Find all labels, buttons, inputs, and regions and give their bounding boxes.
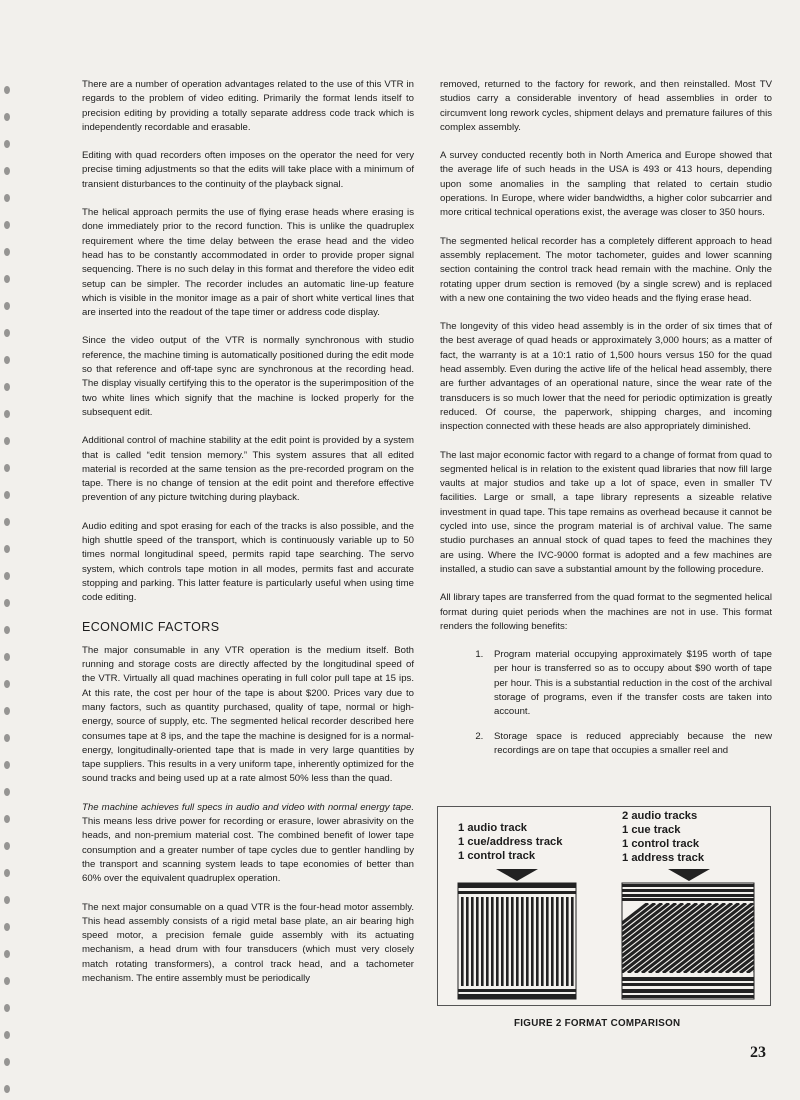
- video-track-stripe: [476, 897, 479, 986]
- binder-hole: [4, 464, 10, 472]
- binder-hole: [4, 977, 10, 985]
- track-label: 1 address track: [622, 852, 705, 864]
- binder-hole: [4, 275, 10, 283]
- format-diagram: [438, 807, 770, 1005]
- video-track-stripe: [566, 897, 569, 986]
- binder-holes: [0, 0, 24, 1100]
- benefits-list: [440, 648, 772, 758]
- video-track-stripe: [461, 897, 464, 986]
- paragraph: The major consumable in any VTR operation is the medium itself. Both running and storage costs are directly affected by the longitudinal speed of the VTR. Virtually all quad machines operating in full color pull tape at 15 ips. At this rate, the cost per hour of the tape is about $200. Prices vary due to many factors, such as quantity purchased, quality of tape, normal or high-energy, source of supply, etc. The segmented helical recorder described here consumes tape at 8 ips, and the tape the machine is designed for is a normal-energy, longitudinally-oriented tape that is made in very large quantities by tape suppliers. This results in a very uniform tape, inherently optimized for the sound tracks and being used up at a rate almost 50% less than the quad.: [82, 644, 414, 785]
- binder-hole: [4, 86, 10, 94]
- left-column: [82, 78, 414, 1000]
- binder-hole: [4, 896, 10, 904]
- paragraph: The longevity of this video head assembly is in the order of six times that of the best average of quad heads or approximately 3,000 hours; as a matter of fact, the warranty is at a 10:1 ratio of 1,500 hours versus 150 for the quad head assembly. Even during the active life of the helical head assembly, there are further advantages of an operational nature, since the wear rate of the transducers is so much lower that the need for periodic optimization is greatly reduced. Of course, the paperwork, shipping charges, and incoming inspection connected with these heads are also appropriately diminished.: [440, 321, 772, 433]
- binder-hole: [4, 680, 10, 688]
- video-track-stripe: [761, 903, 770, 973]
- binder-hole: [4, 167, 10, 175]
- video-track-stripe: [511, 897, 514, 986]
- binder-hole: [4, 842, 10, 850]
- paragraph: Editing with quad recorders often imposes on the operator the need for very precise timing adjustments so that the edits will take place with a minimum of transient disturbances to the continuity of the playback signal.: [82, 150, 414, 190]
- binder-hole: [4, 248, 10, 256]
- right-column: [440, 78, 772, 768]
- italic-emphasis: The machine achieves full specs in audio and video with normal energy tape.: [82, 801, 414, 813]
- binder-hole: [4, 707, 10, 715]
- binder-hole: [4, 815, 10, 823]
- paragraph: The last major economic factor with regard to a change of format from quad to segmented helical is in relation to the existent quad libraries that now fill large vaults at major studios and take up a lot of space, even in smaller TV facilities. Large or small, a tape library represents a sizeable relative investment in quad tape. This tape remains as overhead because it cannot be cycled into use, since the program material is of archival value. The same studio purchases an annual stock of quad tapes to feed the machines they are using. Where the IVC-9000 format is adopted and a few machines are installed, a studio can save a substantial amount by the following procedure.: [440, 449, 772, 575]
- binder-hole: [4, 545, 10, 553]
- paragraph: A survey conducted recently both in North America and Europe showed that the average life of such heads in the USA is 493 or 413 hours, depending upon some anomalies in the sampling that related to certain studio operations. In Europe, where wider bandwidths, a higher color subcarrier and more critical technical operations exist, the average was closer to 350 hours.: [440, 150, 772, 219]
- binder-hole: [4, 383, 10, 391]
- binder-hole: [4, 923, 10, 931]
- paragraph: The segmented helical recorder has a completely different approach to head assembly replacement. The motor tachometer, guides and lower scanning section containing the control track head remain with the machine. Only the rotating upper drum section is removed (by a single screw) and is replaced with a new one containing the two video heads and the flying erase head.: [440, 235, 772, 304]
- binder-hole: [4, 1004, 10, 1012]
- paragraph-text: This means less drive power for recording or erasure, lower abrasivity on the heads, and non-premium material cost. The combined benefit of lower tape consumption and a greater number of tape cycles due to gentler handling by the transport and scanning system leads to tape economies of better than 60% over the equivalent quadruplex operation.: [82, 816, 414, 885]
- figure-caption: FIGURE 2 FORMAT COMPARISON: [514, 1018, 681, 1029]
- video-track-stripe: [516, 897, 519, 986]
- binder-hole: [4, 356, 10, 364]
- list-item: 1. Program material occupying approximately $195 worth of tape per hour is transferred so as to occupy about $90 worth of tape per hour. This is a substantial reduction in the cost of the archival storage of programs, even if the transfer costs are taken into account.: [486, 648, 772, 719]
- video-track-stripe: [521, 897, 524, 986]
- binder-hole: [4, 221, 10, 229]
- paragraph: Since the video output of the VTR is normally synchronous with studio reference, the machine timing is automatically positioned during the edit mode so that reference and off-tape sync are synchronous at the recording head. The display visually certifying this to the operator is the superimposition of the two white lines which signify that the machine is locked properly for the subsequent edit.: [82, 335, 414, 418]
- video-track-stripe: [486, 897, 489, 986]
- track-label: 1 control track: [458, 850, 536, 862]
- paragraph: The helical approach permits the use of flying erase heads where erasing is done immediately prior to the record function. This is unlike the quadruplex requirement where the time delay between the erase head and the video head has to be constantly accommodated in order to provide proper signal sequencing. There is no such delay in this format and therefore the video edit setup can be simpler. The recorder includes an automatic line-up feature which is visible in the monitor image as a pair of short white vertical lines that are inserted into the readout of the tape timer or address code display.: [82, 207, 414, 319]
- helical-tape-diagram: [558, 883, 770, 999]
- paragraph: Audio editing and spot erasing for each of the tracks is also possible, and the high shuttle speed of the transport, which is continuously variable up to 50 times normal longitudinal speed, permits rapid tape searching. The servo system, which controls tape motion in all modes, permits fast and accurate stopping and parking. This latter feature is particularly useful when using time code editing.: [82, 520, 414, 604]
- video-track-stripe: [481, 897, 484, 986]
- paragraph: removed, returned to the factory for rework, and then reinstalled. Most TV studios carry a considerable inventory of head assemblies in order to circumvent long rework cycles, shipment delays and premature failures of this complex assembly.: [440, 79, 772, 133]
- video-track-stripe: [556, 897, 559, 986]
- binder-hole: [4, 761, 10, 769]
- binder-hole: [4, 491, 10, 499]
- binder-hole: [4, 1058, 10, 1066]
- track-label: 1 control track: [622, 838, 700, 850]
- track-label: 1 cue track: [622, 824, 681, 836]
- video-track-stripe: [551, 897, 554, 986]
- binder-hole: [4, 734, 10, 742]
- binder-hole: [4, 1031, 10, 1039]
- binder-hole: [4, 410, 10, 418]
- binder-hole: [4, 113, 10, 121]
- video-track-stripe: [496, 897, 499, 986]
- list-item: 2. Storage space is reduced appreciably because the new recordings are on tape that occupies a smaller reel and: [486, 730, 772, 759]
- binder-hole: [4, 869, 10, 877]
- paragraph: The next major consumable on a quad VTR is the four-head motor assembly. This head assembly consists of a rigid metal base plate, an air bearing high speed motor, a precision female guide assembly with its actuating mechanism, a head drum with four transducers (which must very closely match rotating transformers), a control track head, and a tachometer mechanism. The entire assembly must be periodically: [82, 901, 414, 985]
- video-track-stripe: [546, 897, 549, 986]
- track-label: 1 cue/address track: [458, 836, 563, 848]
- binder-hole: [4, 572, 10, 580]
- video-track-stripe: [561, 897, 564, 986]
- binder-hole: [4, 140, 10, 148]
- binder-hole: [4, 194, 10, 202]
- video-track-stripe: [491, 897, 494, 986]
- binder-hole: [4, 599, 10, 607]
- binder-hole: [4, 437, 10, 445]
- video-track-stripe: [536, 897, 539, 986]
- binder-hole: [4, 302, 10, 310]
- binder-hole: [4, 329, 10, 337]
- video-track-stripe: [506, 897, 509, 986]
- binder-hole: [4, 626, 10, 634]
- binder-hole: [4, 950, 10, 958]
- binder-hole: [4, 788, 10, 796]
- format-comparison-figure: [437, 806, 771, 1006]
- paragraph: There are a number of operation advantages related to the use of this VTR in regards to the problem of video editing. Primarily the format lends itself to precision editing by providing a totally separate address code track which is independently recordable and erasable.: [82, 79, 414, 133]
- section-heading: ECONOMIC FACTORS: [82, 619, 220, 634]
- binder-hole: [4, 653, 10, 661]
- video-track-stripe: [501, 897, 504, 986]
- video-track-stripe: [531, 897, 534, 986]
- video-track-stripe: [754, 903, 770, 973]
- video-track-stripe: [768, 903, 770, 973]
- video-track-stripe: [541, 897, 544, 986]
- video-track-stripe: [466, 897, 469, 986]
- page-number: 23: [750, 1044, 766, 1061]
- pointer-arrow-right: [668, 869, 710, 881]
- binder-hole: [4, 1085, 10, 1093]
- track-label: 2 audio tracks: [622, 810, 698, 822]
- paragraph: Additional control of machine stability at the edit point is provided by a system that is called “edit tension memory.” This system assures that all edited material is recorded at the same tension as the pre-recorded program on the tape. There is no change of tension at the edit point and therefore effective prevention of any picture twitching during playback.: [82, 435, 414, 504]
- paragraph: All library tapes are transferred from the quad format to the segmented helical format during quiet periods when the machines are not in use. This format renders the following benefits:: [440, 592, 772, 632]
- quad-tape-diagram: [458, 883, 576, 999]
- video-track-stripe: [571, 897, 574, 986]
- track-label: 1 audio track: [458, 822, 528, 834]
- binder-hole: [4, 518, 10, 526]
- paragraph: [82, 801, 414, 887]
- video-track-stripe: [526, 897, 529, 986]
- video-track-stripe: [471, 897, 474, 986]
- pointer-arrow-left: [496, 869, 538, 881]
